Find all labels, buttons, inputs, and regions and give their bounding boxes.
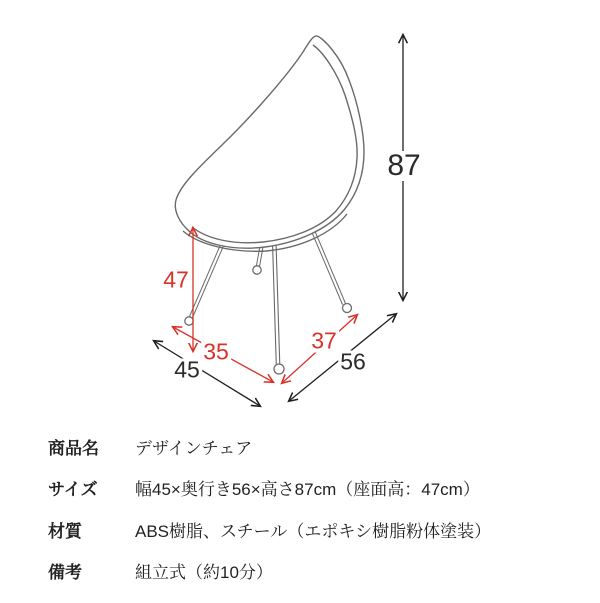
side-leg-span-dimension-label: 37 [311, 327, 337, 354]
seat-height-dimension-label: 47 [163, 266, 189, 293]
height-dimension-label: 87 [387, 149, 421, 182]
spec-value: ABS樹脂、スチール（エポキシ樹脂粉体塗装） [135, 521, 492, 541]
spec-value: 幅45×奥行き56×高さ87cm（座面高：47cm） [135, 480, 480, 500]
spec-table [48, 438, 588, 603]
width-dimension-label: 45 [174, 356, 200, 383]
spec-label: 商品名 [48, 439, 99, 458]
chair-shell-icon [175, 36, 364, 251]
spec-row-notes [48, 562, 588, 583]
spec-row-material [48, 521, 588, 542]
depth-dimension-label: 56 [340, 348, 366, 375]
spec-value: 組立式（約10分） [135, 562, 273, 582]
front-leg-span-dimension-label: 35 [203, 338, 229, 365]
spec-label: 備考 [48, 562, 82, 582]
spec-label: 材質 [48, 521, 82, 541]
spec-row-size [48, 479, 588, 500]
spec-value: デザインチェア [135, 439, 253, 458]
spec-label: サイズ [48, 480, 98, 500]
spec-row-product-name [48, 438, 588, 459]
